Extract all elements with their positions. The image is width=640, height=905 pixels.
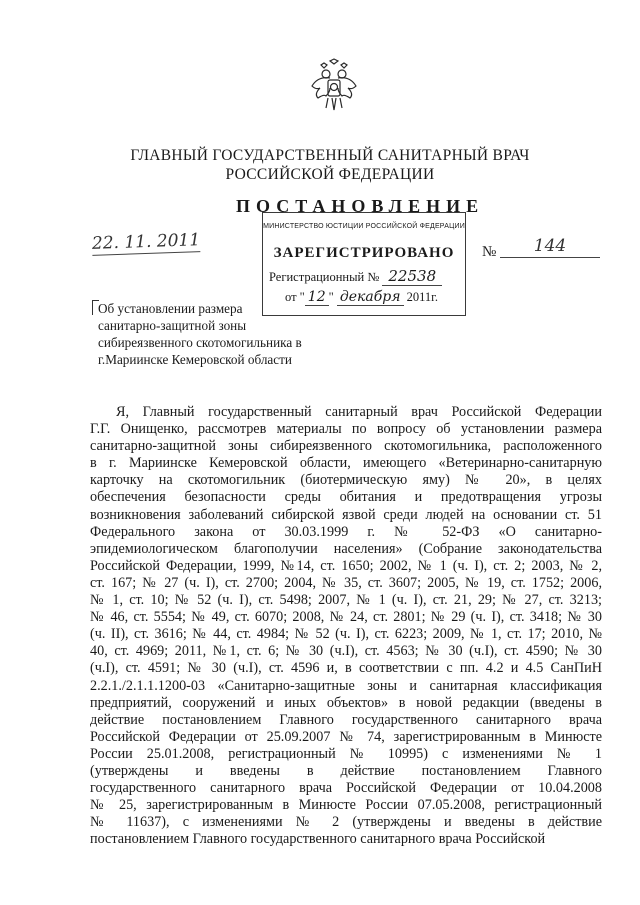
body-line: Российской Федерации, 1999, №14, ст. 1650; 2002, № 1 (ч. I), ст. 2; 2003, № 2, xyxy=(90,557,602,574)
body-line: ст. 167; № 27 (ч. I), ст. 2700; 2004, № 35, ст. 3607; 2005, № 19, ст. 1752; 2006, xyxy=(90,574,602,591)
body-line: (ч.I), ст. 4591; № 30 (ч.I), ст. 4596 и, в соответствии с пп. 4.2 и 4.5 СанПиН xyxy=(90,660,602,677)
body-line: № 1, ст. 10; № 52 (ч. I), ст. 5498; 2007, № 1 (ч. I), ст. 21, 29; № 27, ст. 3213; xyxy=(90,592,602,609)
body-line: 2.2.1./2.1.1.1200-03 «Санитарно-защитные зоны и санитарная классификация xyxy=(90,677,602,694)
body-line: (утверждены и введены в действие постановлением Главного xyxy=(90,762,602,779)
body-line: действие постановлением Главного государственного санитарного врача xyxy=(90,711,602,728)
document-date: 22. 11. 2011 xyxy=(91,230,201,254)
body-line: в г. Мариинске Кемеровской области, имеющего «Ветеринарно-санитарную xyxy=(90,455,602,472)
authority-line: ГЛАВНЫЙ ГОСУДАРСТВЕННЫЙ САНИТАРНЫЙ ВРАЧ xyxy=(130,147,530,164)
body-line: возникновения заболеваний сибирской язвой среди людей на основании ст. 51 xyxy=(90,506,602,523)
stamp-registration-number xyxy=(269,267,442,285)
body-line: эпидемиологическом благополучии населения» (Собрание законодательства xyxy=(90,540,602,557)
subject-line: г.Мариинске Кемеровской области xyxy=(98,352,292,367)
coat-of-arms-icon xyxy=(310,58,358,114)
stamp-date-year: 2011г. xyxy=(406,290,439,304)
stamp-date: от " 12 " декабря 2011г. xyxy=(285,289,439,305)
document-number: 144 xyxy=(500,236,600,258)
body-line: предприятий, сооружений и иных объектов» в новой редакции (введены в xyxy=(90,694,602,711)
body-line: Федерального закона от 30.03.1999 г. № 52-ФЗ «О санитарно- xyxy=(90,523,602,540)
body-line: 40, ст. 4969; 2011, №1, ст. 6; № 30 (ч.I), ст. 4563; № 30 (ч.I), ст. 4590; № 30 xyxy=(90,643,602,660)
document-number-label: № xyxy=(482,244,497,260)
subject-line: санитарно-защитной зоны xyxy=(98,318,247,333)
body-line: № 46, ст. 5554; № 49, ст. 6070; 2008, № 24, ст. 2801; № 29 (ч. I), ст. 3418; № 30 xyxy=(90,609,602,626)
body-line: государственного санитарного врача Российской Федерации от 10.04.2008 xyxy=(90,780,602,797)
body-line: Я, Главный государственный санитарный врач Российской Федерации xyxy=(116,404,602,420)
stamp-date-day: 12 xyxy=(305,289,329,306)
stamp-reg-value: 22538 xyxy=(382,267,442,286)
authority-line: РОССИЙСКОЙ ФЕДЕРАЦИИ xyxy=(225,166,435,183)
body-line: России 25.01.2008, регистрационный № 10995) с изменениями № 1 xyxy=(90,745,602,762)
subject-line: Об установлении размера xyxy=(98,301,243,316)
body-line: № 11637), с изменениями № 2 (утверждены и введены в действие xyxy=(90,814,602,831)
document-type-title: ПОСТАНОВЛЕНИЕ xyxy=(236,196,485,216)
subject-line: сибиреязвенного скотомогильника в xyxy=(98,335,302,350)
body-line: Российской Федерации от 25.09.2007 № 74, зарегистрированным в Минюсте xyxy=(90,728,602,745)
issuing-authority xyxy=(100,146,560,184)
stamp-date-month: декабря xyxy=(337,289,404,306)
stamp-reg-label: Регистрационный № xyxy=(269,270,380,284)
stamp-ministry: МИНИСТЕРСТВО ЮСТИЦИИ РОССИЙСКОЙ ФЕДЕРАЦИИ xyxy=(263,223,465,230)
stamp-date-prefix: от " xyxy=(285,290,305,304)
body-line: постановлением Главного государственного санитарного врача Российской xyxy=(90,831,546,848)
body-line: карточку на скотомогильник (биотермическую яму) № 20», в целях xyxy=(90,472,602,489)
body-line: Г.Г. Онищенко, рассмотрев материалы по вопросу об установлении размера xyxy=(90,421,602,438)
body-line: санитарно-защитной зоны сибиреязвенного скотомогильника, расположенного xyxy=(90,438,602,455)
body-line: обеспечения безопасности среды обитания и предотвращения угрозы xyxy=(90,489,602,506)
body-paragraph xyxy=(90,404,602,848)
body-line: № 25, зарегистрированным в Минюсте России 07.05.2008, регистрационный xyxy=(90,797,602,814)
document-subject xyxy=(98,300,318,368)
stamp-registered: ЗАРЕГИСТРИРОВАНО xyxy=(273,245,455,261)
body-line: (ч. II), ст. 3616; № 44, ст. 4984; № 52 (ч. I), ст. 6223; 2009, № 1, ст. 17; 2010, № xyxy=(90,626,602,643)
